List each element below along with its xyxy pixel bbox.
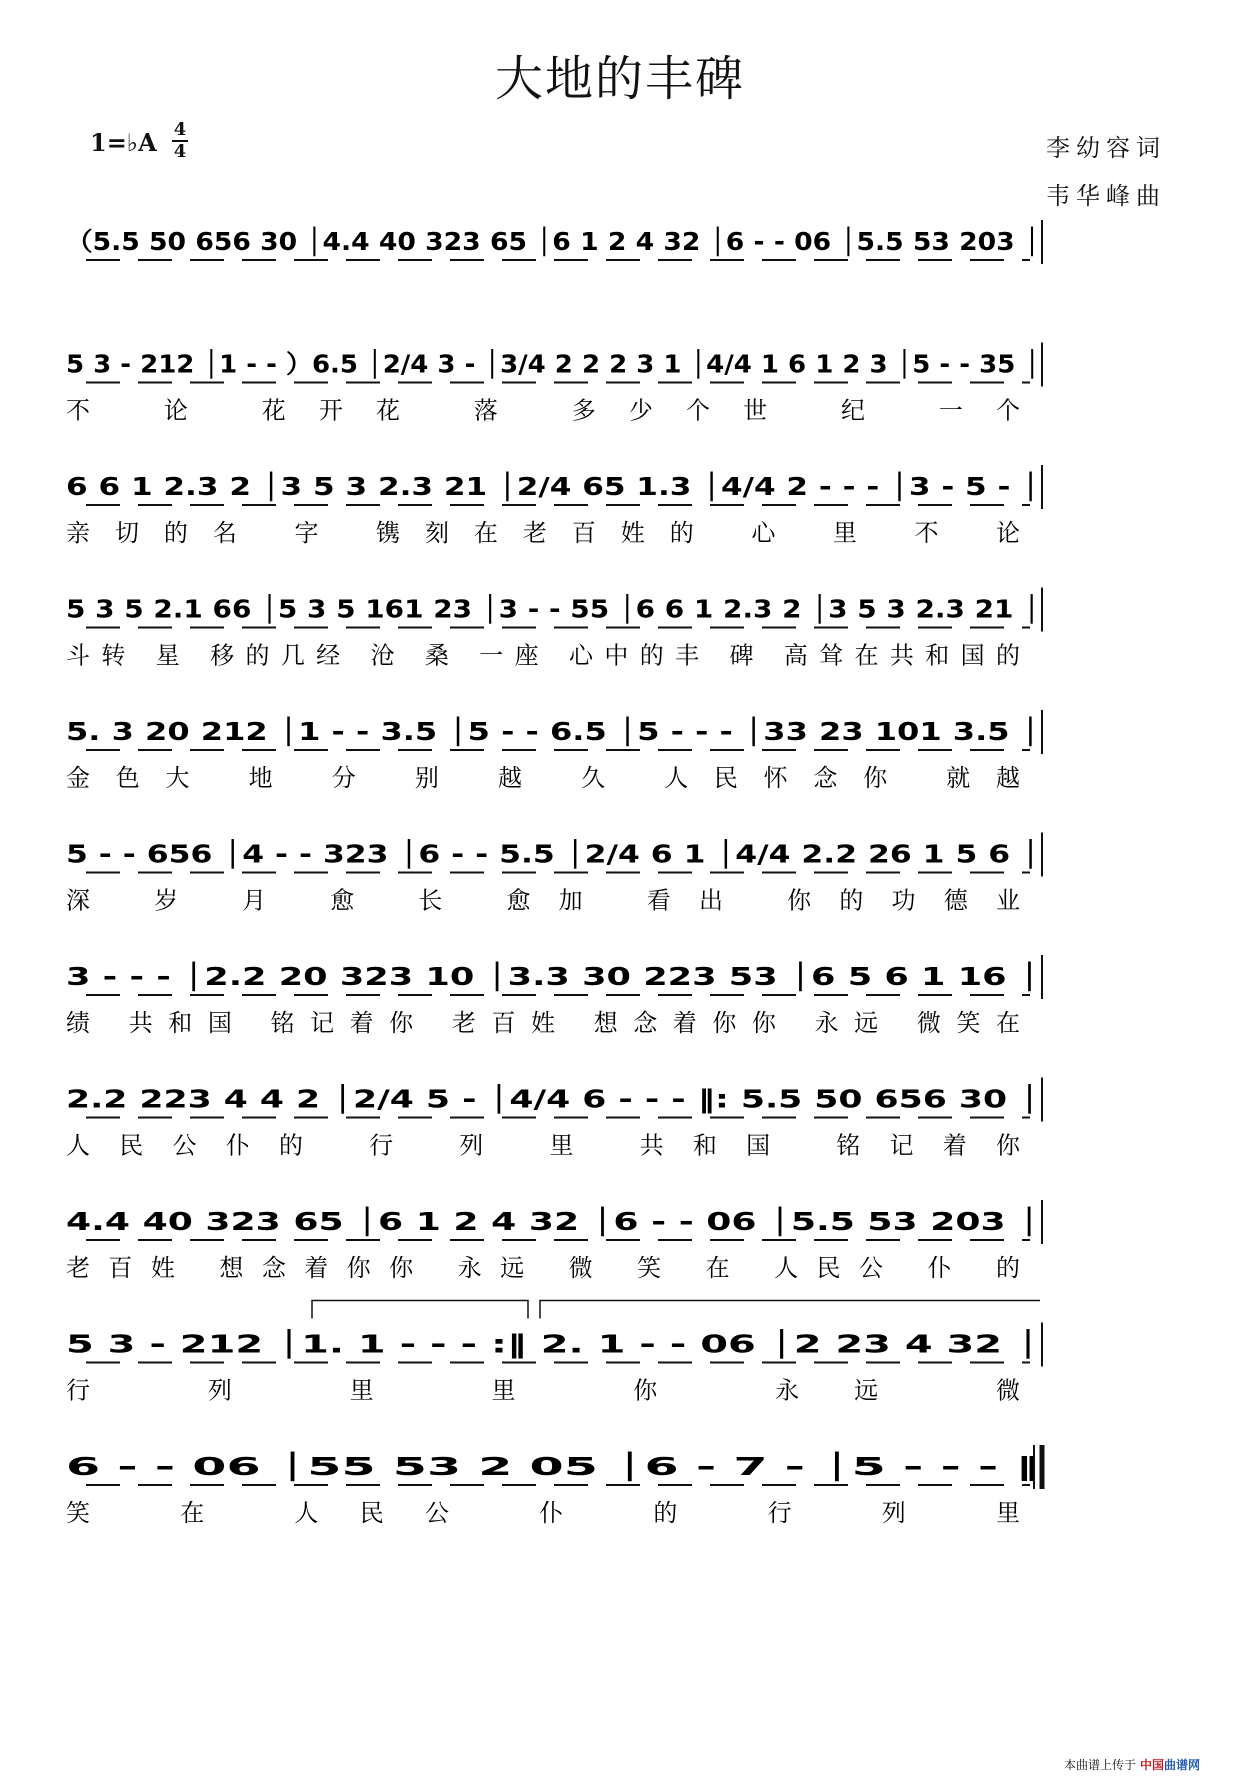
score-system <box>66 588 1042 670</box>
score-system <box>66 220 1042 264</box>
key-signature: 1=♭A <box>90 128 157 157</box>
score-system <box>66 1078 1042 1160</box>
composer-credit: 韦华峰曲 <box>1046 182 1166 210</box>
lyrics-line: 金色大 地 分 别 越 久 人民怀念你 就越 <box>66 764 1020 792</box>
lyrics-line: 不 论 花开花 落 多少个世 纪 一个 <box>66 396 1020 425</box>
lyricist-credit: 李幼容词 <box>1046 134 1166 162</box>
meter-bottom: 4 <box>173 141 187 162</box>
lyrics-line: 斗转 星 移的几经 沧 桑 一座 心中的丰 碑 高耸在共和国的 <box>66 641 1020 670</box>
lyrics-line: 行 列 里 里 你 永远 微 <box>66 1376 1020 1405</box>
notation-line: 5 3 - 212 │1. 1 - - - :‖ 2. 1 - - 06 │2 23 4 32 │ <box>66 1329 676 1359</box>
score-system <box>66 955 1042 1037</box>
volta-bracket <box>312 1301 528 1319</box>
notation-line: 2.2 223 4 4 2 │2/4 5 - │4/4 6 - - - ‖: 5.5 50 656 30 │ <box>66 1084 770 1114</box>
notation-line: 6 6 1 2.3 2 │3 5 3 2.3 21 │2/4 65 1.3 │4/4 2 - - - │3 - 5 - │ <box>66 472 849 501</box>
lyrics-line: 人民公仆的 行 列 里 共和国 铭记着你 <box>66 1131 1020 1160</box>
notation-line: 3 - - - │2.2 20 323 10 │3.3 30 223 53 │6 5 6 1 16 │ <box>66 962 760 991</box>
page-title: 大地的丰碑 <box>494 51 745 107</box>
logo-text-a: 中国 <box>1139 1758 1164 1772</box>
score-system <box>66 1445 1042 1527</box>
volta-bracket <box>540 1301 1040 1319</box>
lyrics-line: 笑 在 人民公 仆 的 行 列 里 <box>66 1499 1020 1527</box>
notation-line: 5 - - 656 │4 - - 323 │6 - - 5.5 │2/4 6 1 │4/4 2.2 26 1 5 6 │ <box>66 839 842 869</box>
score-system <box>66 1200 1042 1282</box>
notation-line: 5. 3 20 212 │1 - - 3.5 │5 - - 6.5 │5 - - - │33 23 101 3.5 │ <box>66 717 827 746</box>
footer <box>1064 1756 1200 1773</box>
score-system <box>66 1323 1042 1405</box>
meter-top: 4 <box>173 119 187 140</box>
site-logo <box>1140 1756 1200 1773</box>
score-system <box>66 710 1042 792</box>
notation-line: 5 3 - 212 │1 - - ）6.5 │2/4 3 - │3/4 2 2 2 3 1 │4/4 1 6 1 2 3 │5 - - 35 │ <box>66 349 1003 379</box>
notation-line: 4.4 40 323 65 │6 1 2 4 32 │6 - - 06 │5.5 53 203 │ <box>66 1207 741 1236</box>
score-system <box>66 343 1042 425</box>
lyrics-line: 深 岁 月 愈 长 愈加 看出 你的功德业 <box>66 886 1020 915</box>
lyrics-line: 绩 共和国 铭记着你 老百姓 想念着你你 永远 微笑在 <box>66 1009 1020 1037</box>
score-system <box>66 465 1042 547</box>
lyrics-line: 亲切的名 字 镌刻在老百姓的 心 里 不 论 <box>66 519 1020 547</box>
notation-line: 6 - - 06 │55 53 2 05 │6 - 7 - │5 - - - ‖ <box>66 1452 562 1481</box>
notation-line: （5.5 50 656 30 │4.4 40 323 65 │6 1 2 4 32 │6 - - 06 │5.5 53 203 │ <box>66 227 982 256</box>
score-system <box>66 833 1042 915</box>
notation-line: 5 3 5 2.1 66 │5 3 5 161 23 │3 - - 55 │6 6 1 2.3 2 │3 5 3 2.3 21 │ <box>66 594 939 624</box>
lyrics-line: 老百姓 想念着你你 永远 微 笑 在 人民公 仆 的 <box>66 1254 1020 1282</box>
footer-text: 本曲谱上传于 <box>1063 1758 1136 1772</box>
logo-text-b: 曲谱网 <box>1163 1758 1200 1772</box>
